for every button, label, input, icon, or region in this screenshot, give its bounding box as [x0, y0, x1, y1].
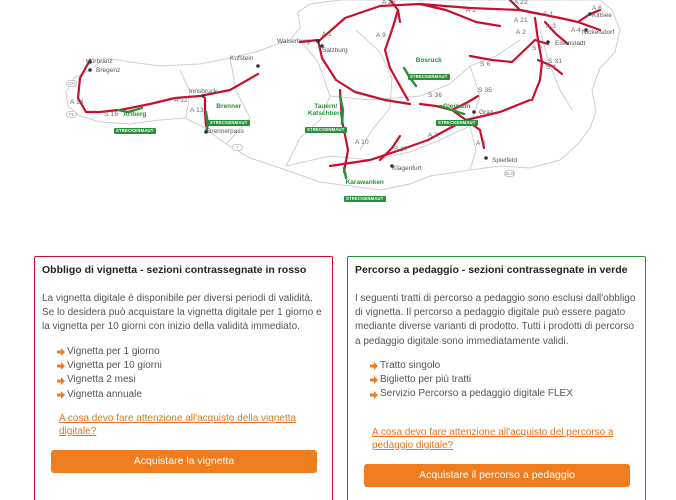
country-badge-i: I [232, 144, 243, 151]
country-badge-fl: FL [66, 111, 77, 118]
vignette-option-label: Vignetta per 1 giorno [67, 346, 160, 357]
toll-badge-gleinalm: STRECKENMAUT [438, 119, 476, 125]
road-label-a13: A 13 [190, 107, 204, 114]
city-dot-eisenstadt [546, 40, 550, 44]
place-label-graz: Graz [479, 109, 494, 116]
arrow-right-icon [57, 348, 65, 356]
road-label-s16: S 16 [104, 111, 119, 118]
road-label-a1-east: A 1 [466, 7, 476, 14]
toll-name-arlberg: Arlberg [123, 111, 147, 118]
vignette-info-card [34, 256, 333, 500]
vignette-options-list [57, 345, 162, 402]
road-label-s37: S 37 [394, 146, 409, 153]
road-label-s36: S 36 [428, 92, 443, 99]
arrow-right-icon [370, 362, 378, 370]
toll-name-gleinalm: Gleinalm [443, 103, 471, 110]
road-label-a2-east: A 2 [516, 29, 526, 36]
vignette-faq-link[interactable]: A cosa devo fare attenzione all'acquisto della vignetta digitale? [59, 413, 297, 437]
toll-info-card [347, 256, 646, 500]
toll-option-label: Servizio Percorso a pedaggio digitale FLEX [380, 388, 573, 400]
road-label-a6: A 6 [592, 5, 602, 12]
city-dot-kufstein [256, 64, 260, 68]
place-label-kittsee: Kittsee [592, 12, 612, 19]
motorway-a9-north [385, 10, 408, 100]
vignette-option-label: Vignetta 2 mesi [67, 374, 136, 386]
road-label-a9-south: A 9 [476, 140, 486, 147]
toll-card-description: I seguenti tratti di percorso a pedaggio sono esclusi dall'obbligo di vignetta. Il percorso a pedaggio digitale può essere pagato mediante diverse varianti di prodotto. Tutti i prodotti di percorso a pedaggio digitale sono immediatamente validi. [355, 293, 636, 347]
place-label-walserberg: Walserberg [277, 38, 310, 45]
toll-card-title: Percorso a pedaggio - sezioni contrassegnate in verde [355, 264, 628, 276]
road-label-s2: S 2 [532, 45, 543, 52]
arrow-right-icon [57, 391, 65, 399]
country-badge-ch: CH [66, 80, 77, 87]
road-label-s6: S 6 [480, 61, 491, 68]
toll-name-katschberg: Katschberg [307, 109, 344, 117]
toll-name-tauern: Tauern/ [314, 103, 338, 110]
road-label-a4: A 4 [571, 27, 581, 34]
place-label-klagenfurt: Klagenfurt [392, 165, 422, 172]
place-label-innsbruck: Innsbruck [189, 88, 218, 95]
arrow-right-icon [57, 362, 65, 370]
place-label-spielfeld: Spielfeld [492, 157, 517, 164]
vignette-card-description: La vignetta digitale è disponibile per diversi periodi di validità. Se lo desidera può acquistare la vignetta digitale per 1 giorno e la vignetta per 10 giorni con inizio della validità immediato. [42, 293, 322, 333]
road-label-a14: A 14 [70, 99, 84, 106]
road-label-a25: A 25 [382, 0, 396, 6]
arrow-right-icon [57, 377, 65, 385]
road-label-a2-south: A 2 [428, 132, 438, 139]
motorway-a1-salzburg [300, 40, 410, 104]
toll-label-gleinalm [436, 104, 478, 129]
place-label-kufstein: Kufstein [230, 55, 254, 62]
toll-badge-tauern: STRECKENMAUT [307, 126, 345, 132]
toll-badge-bosruck: STRECKENMAUT [410, 73, 448, 79]
toll-label-brenner [208, 104, 250, 129]
buy-toll-button[interactable]: Acquistare il percorso a pedaggio [364, 464, 630, 487]
arrow-right-icon [370, 391, 378, 399]
list-item [57, 388, 162, 402]
road-label-s4: S 4 [546, 64, 557, 71]
place-label-brennerpass: Brennerpass [207, 128, 244, 135]
toll-name-brenner: Brenner [216, 103, 242, 110]
toll-label-karawanken [344, 180, 386, 205]
toll-road-karawanken [344, 168, 346, 178]
list-item [57, 359, 162, 373]
city-dot-spielfeld [484, 156, 488, 160]
toll-badge-karawanken: STRECKENMAUT [346, 195, 384, 201]
toll-label-tauern [305, 104, 347, 136]
arrow-right-icon [370, 376, 378, 384]
toll-badge-arlberg: STRECKENMAUT [116, 127, 154, 133]
road-label-s1: S 1 [543, 11, 554, 18]
list-item [370, 359, 573, 373]
list-item [57, 373, 162, 387]
vignette-option-label: Vignetta annuale [67, 388, 142, 400]
road-label-a22: A 22 [514, 0, 528, 6]
road-label-a3: A 3 [546, 23, 556, 30]
vignette-card-title: Obbligo di vignetta - sezioni contrassegnate in rosso [42, 264, 307, 276]
road-label-s31: S 31 [548, 58, 563, 65]
toll-badge-brenner: STRECKENMAUT [210, 119, 248, 125]
road-label-a12: A 12 [174, 97, 188, 104]
motorway-s4 [535, 40, 548, 44]
road-label-s35: S 35 [478, 87, 493, 94]
toll-option-label: Tratto singolo [380, 360, 441, 371]
toll-name-bosruck: Bosruck [415, 57, 442, 64]
toll-name-karawanken: Karawanken [345, 179, 384, 186]
list-item [57, 345, 162, 359]
toll-option-label: Biglietto per più tratti [380, 374, 472, 386]
vignette-option-label: Vignetta per 10 giorni [67, 360, 162, 372]
place-label-salzburg: Salzburg [322, 47, 348, 54]
place-label-eisenstadt: Eisenstadt [555, 40, 586, 47]
place-label-horbranz: Hörbranz [86, 58, 113, 65]
list-item [370, 387, 573, 401]
buy-vignette-button[interactable]: Acquistare la vignetta [51, 450, 317, 473]
list-item [370, 373, 573, 387]
toll-label-bosruck [408, 58, 450, 83]
austria-motorway-map [0, 0, 676, 200]
toll-faq-link[interactable]: A cosa devo fare attenzione all'acquisto del percorso a pedaggio digitale? [372, 427, 614, 451]
toll-label-arlberg [114, 112, 156, 137]
place-label-bregenz: Bregenz [96, 67, 121, 74]
toll-options-list [370, 359, 573, 402]
country-badge-slo: SLO [505, 171, 515, 176]
road-label-a10: A 10 [355, 139, 369, 146]
motorway-s6 [470, 40, 535, 62]
road-label-a21: A 21 [514, 17, 528, 24]
city-dot-walserberg [316, 39, 320, 43]
city-dot-bregenz [88, 68, 92, 72]
place-label-nickelsdorf: Nickelsdorf [582, 29, 615, 36]
road-label-a1-salzburg: A 1 [322, 31, 332, 38]
road-label-a9-north: A 9 [376, 32, 386, 39]
